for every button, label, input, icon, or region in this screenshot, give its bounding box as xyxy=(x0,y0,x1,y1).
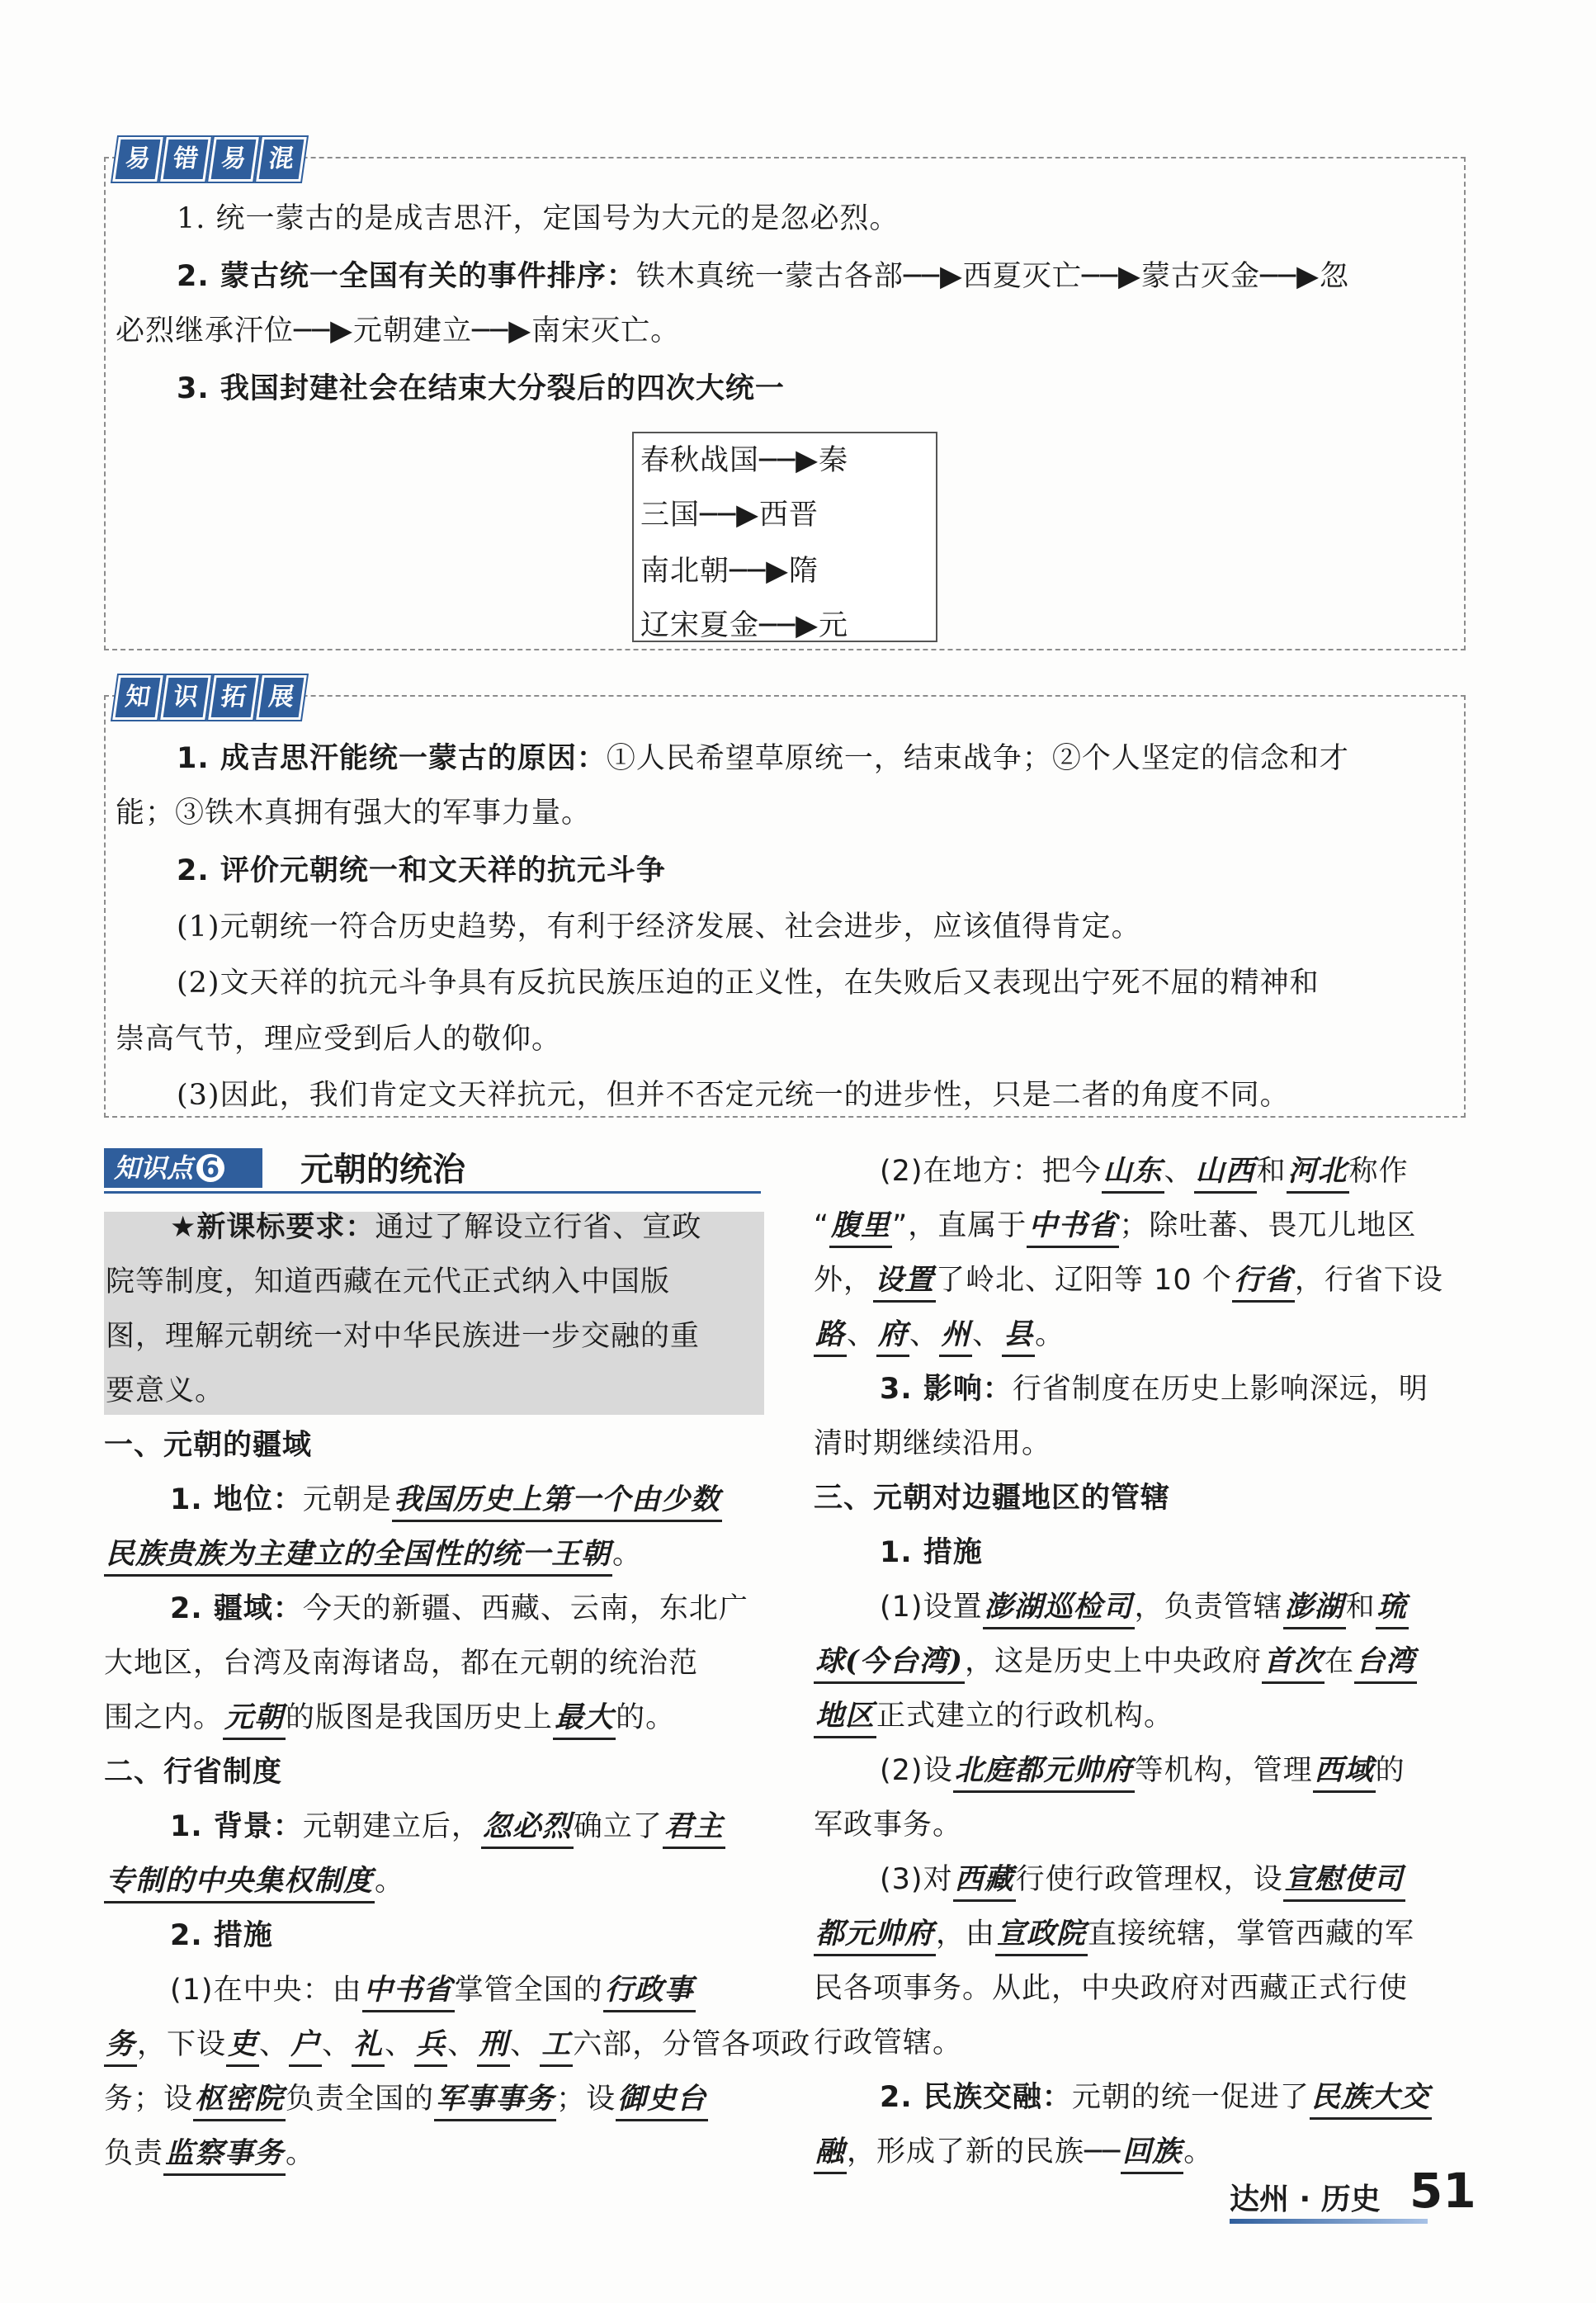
text: 负责全国的 xyxy=(286,2083,435,2116)
answer-blank: 民族贵族为主建立的全国性的统一王朝 xyxy=(104,1535,612,1577)
territory-extent-lead: 2. 疆域： xyxy=(170,1592,303,1625)
answer-blank: 吏 xyxy=(226,2026,259,2067)
tibet-line-3: 民各项事务。从此，中央政府对西藏正式行使 xyxy=(814,1972,1409,2005)
page-number: 51 xyxy=(1409,2163,1476,2219)
punct: 。 xyxy=(1035,1318,1065,1351)
answer-blank: 河北 xyxy=(1287,1152,1349,1194)
answer-blank: 务 xyxy=(104,2026,137,2067)
answer-blank: 澎湖巡检司 xyxy=(983,1588,1135,1629)
tag-char: 识 xyxy=(160,675,211,720)
mistakes-tag xyxy=(112,137,307,182)
text: 等机构，管理 xyxy=(1134,1754,1313,1787)
central-line-2: 务，下设吏、户、礼、兵、刑、工六部，分管各项政 xyxy=(104,2026,810,2067)
answer-blank: 中书省 xyxy=(362,1971,455,2012)
section-badge-label: 知识点 xyxy=(114,1152,194,1184)
answer-blank: 融 xyxy=(814,2133,847,2174)
territory-status-lead: 1. 地位： xyxy=(170,1483,303,1516)
section-title: 元朝的统治 xyxy=(300,1151,465,1189)
text: ，形成了新的民族── xyxy=(847,2135,1121,2168)
influence-lead: 3. 影响： xyxy=(880,1373,1013,1406)
answer-blank: 行省 xyxy=(1232,1261,1295,1303)
answer-blank: 回族 xyxy=(1121,2133,1183,2174)
answer-blank: 路 xyxy=(814,1316,847,1357)
answer-blank: 西藏 xyxy=(953,1861,1016,1902)
answer-blank: 台湾 xyxy=(1354,1643,1417,1684)
beiting-line-2: 军政事务。 xyxy=(814,1809,963,1842)
tag-char: 混 xyxy=(256,137,307,182)
penghu-line-2 xyxy=(814,1643,1417,1684)
mistakes-line-2 xyxy=(177,258,1349,296)
central-line-4 xyxy=(104,2135,315,2176)
text: 正式建立的行政机构。 xyxy=(876,1700,1174,1733)
answer-blank: 忽必烈 xyxy=(481,1808,574,1849)
req-line-3: 图，理解元朝统一对中华民族进一步交融的重 xyxy=(106,1320,701,1353)
central-line-1 xyxy=(170,1971,696,2012)
extension-line-1 xyxy=(177,740,1349,778)
req-line-4: 要意义。 xyxy=(106,1374,225,1407)
text: 的 xyxy=(1375,1754,1405,1787)
tag-char: 易 xyxy=(208,137,259,182)
text: 确立了 xyxy=(573,1810,663,1843)
answer-blank: 北庭都元帅府 xyxy=(953,1752,1135,1793)
territory-extent-text: 今天的新疆、西藏、云南，东北广 xyxy=(302,1592,748,1625)
fusion-line-1 xyxy=(880,2078,1432,2120)
section-badge xyxy=(104,1148,262,1188)
flow-item: 南北朝──▶隋 xyxy=(640,555,819,588)
text: 负责 xyxy=(104,2137,164,2170)
flow-item: 春秋战国──▶秦 xyxy=(640,444,849,477)
text: (1)设置 xyxy=(880,1591,983,1624)
answer-blank: 地区 xyxy=(814,1697,876,1738)
answer-blank: 专制的中央集权制度 xyxy=(104,1862,375,1903)
text: 和 xyxy=(1256,1155,1287,1188)
answer-blank: 户 xyxy=(289,2026,322,2067)
territory-extent-line-3 xyxy=(104,1699,675,1740)
extension-line-5: (3)因此，我们肯定文天祥抗元，但并不否定元统一的进步性，只是二者的角度不同。 xyxy=(177,1079,1290,1112)
influence-line-2: 清时期继续沿用。 xyxy=(814,1427,1052,1460)
punct: 。 xyxy=(612,1538,643,1571)
answer-blank: 兵 xyxy=(414,2026,447,2067)
local-line-2 xyxy=(814,1207,1416,1248)
answer-blank: 县 xyxy=(1002,1316,1035,1357)
background-lead: 1. 背景： xyxy=(170,1810,303,1843)
extension-line-4: (2)文天祥的抗元斗争具有反抗民族压迫的正义性，在失败后又表现出宁死不屈的精神和 xyxy=(177,967,1320,1000)
answer-blank: 山东 xyxy=(1102,1152,1164,1194)
extension-line-1-text: ①人民希望草原统一，结束战争；②个人坚定的信念和才 xyxy=(606,742,1349,775)
answer-blank: 宣慰使司 xyxy=(1283,1861,1405,1902)
tag-char: 知 xyxy=(112,675,163,720)
mistakes-line-3: 3. 我国封建社会在结束大分裂后的四次大统一 xyxy=(177,372,785,405)
text: ，行省下设 xyxy=(1294,1264,1443,1297)
text: 称作 xyxy=(1348,1155,1409,1188)
penghu-line-3 xyxy=(814,1697,1173,1738)
extension-tag xyxy=(112,675,307,720)
territory-status-line-1 xyxy=(170,1481,722,1522)
answer-blank: 元朝 xyxy=(223,1699,286,1740)
text: 元朝建立后， xyxy=(302,1810,481,1843)
text: ，下设 xyxy=(137,2028,227,2061)
text: ；除吐蕃、畏兀儿地区 xyxy=(1119,1209,1417,1242)
extension-line-1-cont: 能；③铁木真拥有强大的军事力量。 xyxy=(116,797,592,830)
answer-blank: 西域 xyxy=(1313,1752,1376,1793)
text: 直接统辖，掌管西藏的军 xyxy=(1088,1918,1415,1951)
territory-status-text: 元朝是 xyxy=(302,1483,392,1516)
mistakes-line-1: 1. 统一蒙古的是成吉思汗，定国号为大元的是忽必烈。 xyxy=(177,202,900,235)
background-line-1 xyxy=(170,1808,725,1849)
answer-blank: 君主 xyxy=(663,1808,725,1849)
text: 的版图是我国历史上 xyxy=(286,1701,554,1734)
flow-item: 三国──▶西晋 xyxy=(640,499,819,532)
text: (2)设 xyxy=(880,1754,953,1787)
central-line-3 xyxy=(104,2080,708,2121)
heading-province-system: 二、行省制度 xyxy=(104,1756,283,1789)
text: (3)对 xyxy=(880,1863,953,1896)
answer-blank: 州 xyxy=(939,1316,972,1357)
answer-blank: 首次 xyxy=(1262,1643,1324,1684)
answer-blank: 监察事务 xyxy=(163,2135,286,2176)
answer-blank: 最大 xyxy=(553,1699,616,1740)
answer-blank: 军事事务 xyxy=(434,2080,556,2121)
answer-blank: 都元帅府 xyxy=(814,1915,936,1956)
text: ，负责管辖 xyxy=(1134,1591,1283,1624)
punct: 。 xyxy=(375,1865,405,1898)
text: ，由 xyxy=(936,1918,996,1951)
penghu-line-1 xyxy=(880,1588,1409,1629)
extension-line-4-cont: 崇高气节，理应受到后人的敬仰。 xyxy=(116,1023,562,1056)
text: 元朝的统一促进了 xyxy=(1071,2081,1310,2114)
fusion-line-2 xyxy=(814,2133,1213,2174)
answer-blank: 御史台 xyxy=(616,2080,708,2121)
tag-char: 易 xyxy=(112,137,163,182)
tag-char: 错 xyxy=(160,137,211,182)
answer-blank: 设置 xyxy=(873,1261,936,1303)
local-line-3 xyxy=(814,1261,1443,1303)
mistakes-line-2-lead: 2. 蒙古统一全国有关的事件排序： xyxy=(177,260,636,293)
tag-char: 拓 xyxy=(208,675,259,720)
req-lead: ★新课标要求： xyxy=(170,1211,375,1244)
measures-heading: 2. 措施 xyxy=(170,1919,273,1952)
text: ；设 xyxy=(556,2083,616,2116)
req-text: 通过了解设立行省、宣政 xyxy=(375,1211,702,1244)
heading-frontier: 三、元朝对边疆地区的管辖 xyxy=(814,1482,1171,1515)
footer-bar xyxy=(1230,2219,1428,2224)
answer-blank: 刑 xyxy=(477,2026,510,2067)
text: 在 xyxy=(1324,1645,1355,1678)
answer-blank: 琉 xyxy=(1376,1588,1409,1629)
req-line-1 xyxy=(170,1208,701,1246)
local-line-4: 路、府、州、县。 xyxy=(814,1316,1065,1357)
answer-blank: 球(今台湾) xyxy=(814,1643,965,1684)
text: ”，直属于 xyxy=(892,1209,1027,1242)
answer-blank: 中书省 xyxy=(1027,1207,1119,1248)
territory-status-line-2 xyxy=(104,1535,642,1577)
extension-line-1-lead: 1. 成吉思汗能统一蒙古的原因： xyxy=(177,742,607,775)
text: 的。 xyxy=(616,1701,676,1734)
section-header xyxy=(104,1148,761,1194)
text: 掌管全国的 xyxy=(454,1974,603,2007)
text: 行使行政管理权，设 xyxy=(1015,1863,1283,1896)
beiting-line-1 xyxy=(880,1752,1405,1793)
tibet-line-1 xyxy=(880,1861,1405,1902)
answer-blank: 府 xyxy=(876,1316,909,1357)
text: (2)在地方：把今 xyxy=(880,1155,1102,1188)
answer-blank: 民族大交 xyxy=(1310,2078,1432,2120)
text: ，这是历史上中央政府 xyxy=(965,1645,1263,1678)
answer-blank: 腹里 xyxy=(829,1207,892,1248)
text: 了岭北、辽阳等 10 个 xyxy=(936,1264,1232,1297)
unification-flow-box xyxy=(632,432,937,642)
territory-extent-line-1 xyxy=(170,1590,748,1628)
tibet-line-4: 行政管辖。 xyxy=(814,2026,963,2059)
answer-blank: 行政事 xyxy=(603,1971,696,2012)
frontier-measures-heading: 1. 措施 xyxy=(880,1536,983,1569)
flow-item: 辽宋夏金──▶元 xyxy=(640,609,849,642)
punct: 。 xyxy=(1183,2135,1214,2168)
mistakes-line-2-cont: 必烈继承汗位──▶元朝建立──▶南宋灭亡。 xyxy=(116,314,681,348)
footer-label: 达州 · 历史 xyxy=(1230,2182,1381,2216)
text: 行省制度在历史上影响深远，明 xyxy=(1012,1373,1428,1406)
mistakes-line-2-text: 铁木真统一蒙古各部──▶西夏灭亡──▶蒙古灭金──▶忽 xyxy=(635,260,1350,293)
text: 六部，分管各项政 xyxy=(573,2028,811,2061)
influence-line-1 xyxy=(880,1370,1428,1408)
fusion-lead: 2. 民族交融： xyxy=(880,2081,1072,2114)
tibet-line-2 xyxy=(814,1915,1414,1956)
section-number: 6 xyxy=(196,1154,224,1182)
answer-blank: 我国历史上第一个由少数 xyxy=(392,1481,722,1522)
extension-line-3: (1)元朝统一符合历史趋势，有利于经济发展、社会进步，应该值得肯定。 xyxy=(177,910,1141,943)
answer-blank: 澎湖 xyxy=(1283,1588,1346,1629)
background-line-2 xyxy=(104,1862,404,1903)
text: 围之内。 xyxy=(104,1701,224,1734)
answer-blank: 宣政院 xyxy=(995,1915,1088,1956)
punct: 。 xyxy=(286,2137,316,2170)
answer-blank: 礼 xyxy=(352,2026,385,2067)
heading-territory: 一、元朝的疆域 xyxy=(104,1429,313,1462)
extension-line-2: 2. 评价元朝统一和文天祥的抗元斗争 xyxy=(177,854,666,887)
req-line-2: 院等制度，知道西藏在元代正式纳入中国版 xyxy=(106,1265,671,1298)
answer-blank: 山西 xyxy=(1194,1152,1257,1194)
text: 外， xyxy=(814,1264,874,1297)
answer-blank: 枢密院 xyxy=(193,2080,286,2121)
territory-extent-line-2: 大地区，台湾及南海诸岛，都在元朝的统治范 xyxy=(104,1647,699,1680)
text: (1)在中央：由 xyxy=(170,1974,362,2007)
text: 务；设 xyxy=(104,2083,194,2116)
text: 和 xyxy=(1345,1591,1376,1624)
text: “ xyxy=(814,1209,830,1242)
answer-blank: 工 xyxy=(540,2026,573,2067)
local-line-1: (2)在地方：把今山东、山西和河北称作 xyxy=(880,1152,1409,1194)
tag-char: 展 xyxy=(256,675,307,720)
